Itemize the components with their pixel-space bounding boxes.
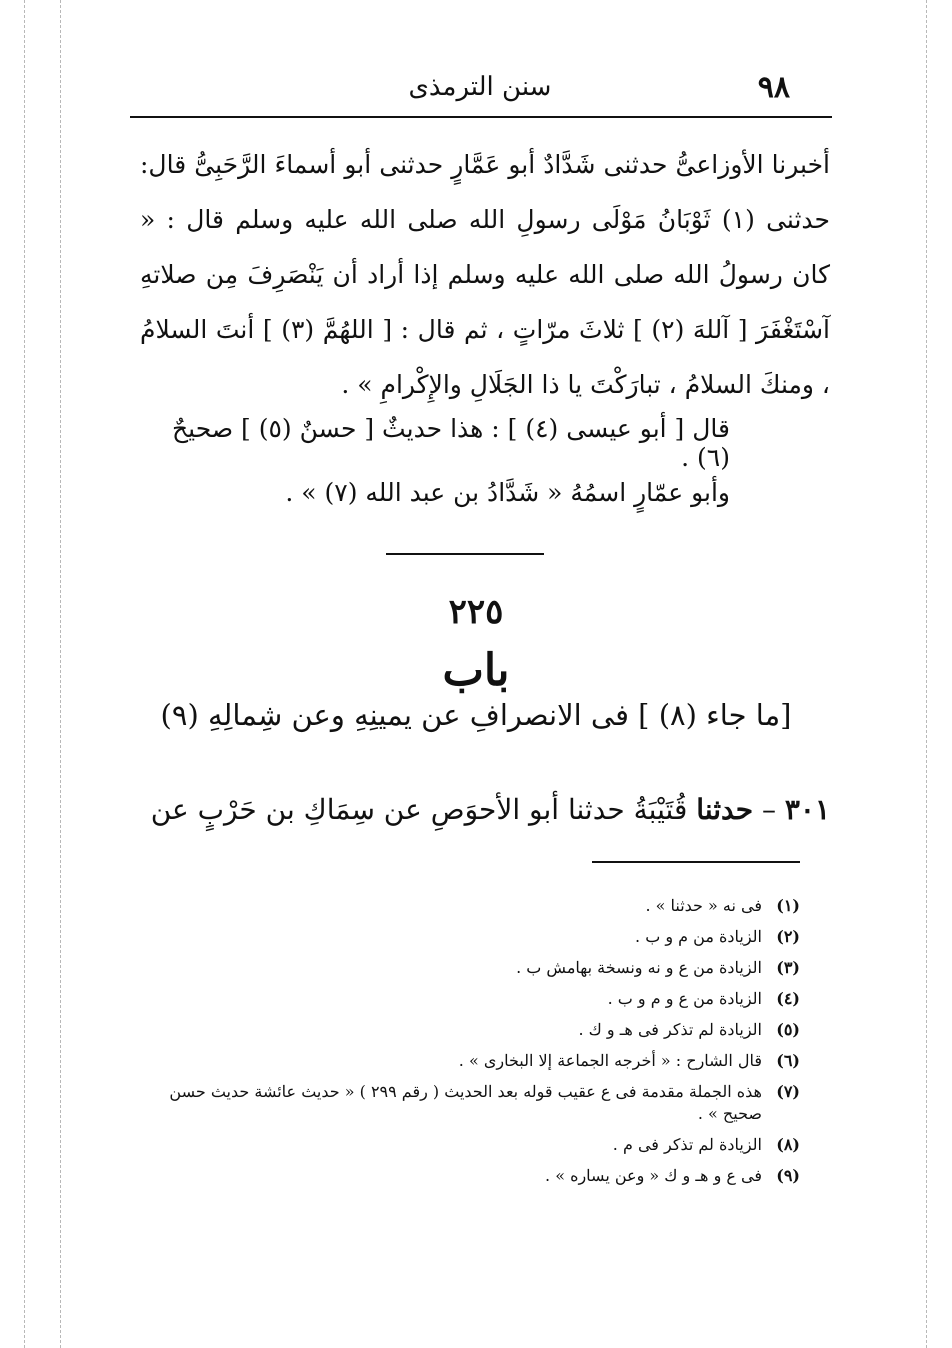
footnote-mark: (٨)	[776, 1135, 800, 1154]
footnote	[140, 1081, 800, 1125]
footnote-mark: (٦)	[776, 1051, 800, 1070]
page-number: ٩٨	[757, 70, 790, 105]
footnote-mark: (٣)	[776, 958, 800, 977]
hadith-text: قُتَيْبَةُ حدثنا أبو الأحوَصِ عن سِمَاكِ بن حَرْبٍ عن	[150, 793, 688, 826]
footnote	[140, 1134, 800, 1156]
chapter-title: [ما جاء (٨) ] فى الانصرافِ عن يمينِهِ وعن شِمالِهِ (٩)	[160, 698, 792, 732]
footnote-mark: (٩)	[776, 1166, 800, 1185]
grading-line: قال [ أبو عيسى (٤) ] : هذا حديثٌ [ حسنٌ (٥) ] صحيحٌ (٦) .	[172, 414, 730, 472]
hadith-start-line	[140, 793, 830, 826]
footnote	[140, 1050, 800, 1072]
footnote-text: فى ع و هـ و ك « وعن يساره » .	[545, 1166, 762, 1185]
footnote-mark: (٢)	[776, 927, 800, 946]
footnote-text: فى نه « حدثنا » .	[645, 896, 762, 915]
footnote-mark: (٥)	[776, 1020, 800, 1039]
narrator-name-line: وأبو عمّارٍ اسمُهُ « شَدَّادُ بن عبد الله (٧) » .	[285, 478, 730, 507]
footnote	[140, 1019, 800, 1041]
footnote	[140, 988, 800, 1010]
hadith-number: ٣٠١	[784, 793, 830, 826]
footnote-mark: (١)	[776, 896, 800, 915]
footnote	[140, 957, 800, 979]
running-title: سنن الترمذى	[408, 72, 552, 102]
hadith-dash: –	[761, 793, 776, 826]
footnote-text: الزيادة من ع و م و ب .	[607, 989, 762, 1008]
footnote-mark: (٤)	[776, 989, 800, 1008]
hadith-lead-word: حدثنا	[696, 793, 754, 826]
chapter-number: ٢٢٥	[448, 592, 504, 632]
footnote-text: الزيادة من م و ب .	[635, 927, 762, 946]
header-rule	[130, 116, 832, 118]
section-separator	[386, 553, 544, 555]
chapter-heading: باب	[442, 645, 510, 696]
hadith-paragraph: أخبرنا الأوزاعىُّ حدثنى شَدَّادٌ أبو عَمَّارٍ حدثنى أبو أسماءَ الرَّحَبِىُّ قال: حدثنى (١) ثَوْبَانُ مَوْلَى رسولِ الله صلى الله عليه وسلم قال : « كان رسولُ الله صلى الله عليه وسلم إذا أراد أن يَنْصَرِفَ مِن صلاتهِ آسْتَغْفَرَ [ آللهَ (٢) ] ثلاثَ مرّاتٍ ، ثم قال : [ اللهُمَّ (٣) ] أنتَ السلامُ ، ومنكَ السلامُ ، تبارَكْتَ يا ذا الجَلَالِ والإِكْرامِ » .	[140, 150, 830, 399]
footnote-text: الزيادة لم تذكر فى م .	[612, 1135, 762, 1154]
footnote-text: الزيادة من ع و نه ونسخة بهامش ب .	[516, 958, 762, 977]
footnote-text: هذه الجملة مقدمة فى ع عقيب قوله بعد الحديث ( رقم ٢٩٩ ) « حديث عائشة حديث حسن صحيح » .	[169, 1082, 762, 1123]
footnote-text: الزيادة لم تذكر فى هـ و ك .	[578, 1020, 762, 1039]
footnote-rule	[592, 861, 800, 863]
footnotes-list	[140, 895, 800, 1196]
footnote-text: قال الشارح : « أخرجه الجماعة إلا البخارى » .	[458, 1051, 762, 1070]
footnote	[140, 926, 800, 948]
footnote	[140, 895, 800, 917]
footnote-mark: (٧)	[776, 1082, 800, 1101]
footnote	[140, 1165, 800, 1187]
